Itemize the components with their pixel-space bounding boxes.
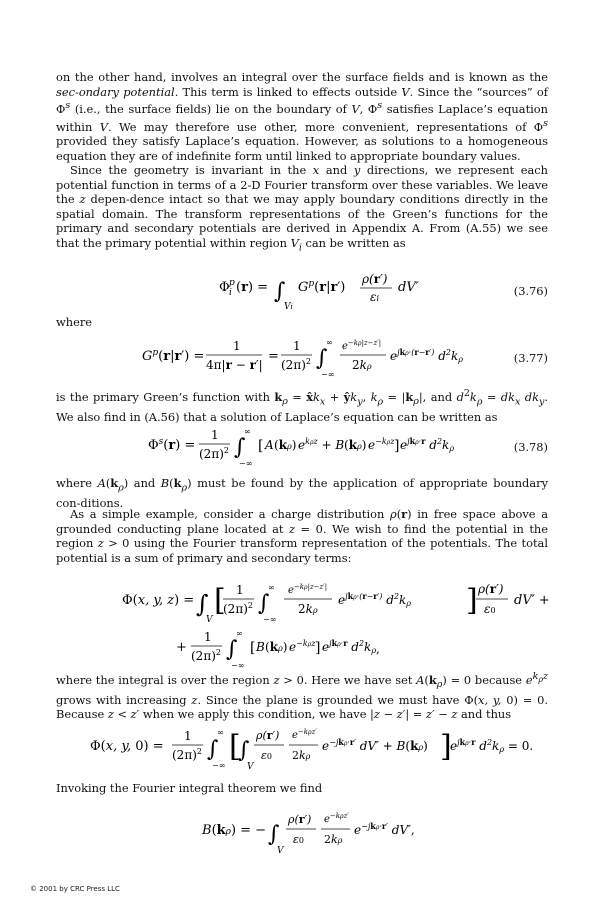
svg-text:∫: ∫: [238, 738, 250, 763]
equation-3-76: [56, 268, 548, 316]
svg-text:(2π)2: $(2\pi)^2$: [199, 446, 229, 461]
svg-text:e−jkρ·r′ dV′,: $e^{-jk\rho\cdot r'}$ dV′,: [354, 821, 415, 837]
svg-text:[: [: [229, 729, 241, 764]
svg-text:(kρ): (kρ): [344, 438, 367, 452]
svg-text:1: 1: [184, 729, 192, 743]
svg-text:Gp(r|r′) =: $G^p(r|r')$ =: [142, 348, 205, 364]
svg-text:4π|r − r′|: 4π|r − r′|: [206, 358, 263, 372]
svg-text:e−kρz′: $e^{-k\rho z'}$: [292, 728, 317, 741]
svg-text:ejkρ·r d2kρ,: $e^{jk\rho\cdot r}$ $d^2k\rho$,: [322, 638, 380, 656]
svg-text:ρ(r′): ρ(r′): [478, 582, 504, 596]
svg-text:−∞: −∞: [321, 370, 335, 379]
svg-text:1: 1: [211, 428, 219, 442]
paragraph-2: Since the geometry is invariant in the x and y directions, we represent each potential function in terms of a 2-D Fourier transform over these variables. We leave the z depen-dence intact so that we may apply boundary conditions directly in the spatial domain. The transform representations of the Green’s functions for the primary and secondary potentials are derived in Appendix A. From (A.55) we see that the primary potential within region $V_i$ can be written as: [56, 163, 548, 254]
svg-text:−∞: −∞: [239, 459, 253, 468]
svg-text:[: [: [258, 438, 264, 454]
svg-text:e−kρ|z−z′|: $e^{-k\rho|z-z'|}$: [342, 339, 382, 352]
copyright-footer: © 2001 by CRC Press LLC: [30, 885, 120, 893]
svg-text:ejkρ·r d2kρ: $e^{jk\rho\cdot r}$ $d^2k\rho$: [400, 436, 455, 453]
svg-text:dV′ +: dV′ +: [514, 593, 550, 608]
equation-3-76-graphic: [56, 268, 548, 316]
svg-text:ε0: ε0: [484, 602, 496, 616]
svg-text:−∞: −∞: [263, 615, 277, 624]
svg-text:(r) =: (r) =: [236, 280, 269, 295]
equation-3-78-graphic: [56, 424, 548, 474]
svg-text:∞: ∞: [268, 583, 275, 592]
svg-text:Φ(x, y, z) =: Φ(x, y, z) =: [122, 593, 195, 608]
svg-text:Φ(x, y, 0) =: Φ(x, y, 0) =: [90, 739, 164, 754]
svg-text:∫: ∫: [258, 591, 270, 616]
svg-text:2kρ: 2kρ: [352, 358, 372, 372]
equation-3-77: [56, 333, 548, 383]
svg-text:−∞: −∞: [212, 761, 226, 770]
equation-3-77-graphic: [56, 333, 548, 383]
svg-text:−∞: −∞: [231, 661, 245, 670]
equation-number: (3.78): [513, 440, 548, 454]
svg-text:[: [: [214, 583, 226, 618]
equation-number: (3.76): [513, 284, 548, 298]
svg-text:(2π)2: $(2\pi)^2$: [172, 747, 202, 762]
paragraph-1: on the other hand, involves an integral over the surface fields and is known as the sec-ondary potential. This term is linked to effects outside V. Since the “sources” of $\Phi^s$ (i.e., the surface fields) lie on the boundary of V, $\Phi^s$ satisfies Laplace’s equation within V. We may therefore use other, more convenient, representations of $\Phi^s$ provided they satisfy Laplace’s equation. However, as solutions to a homogeneous equation they are of indefinite form until linked to appropriate boundary values.: [56, 70, 548, 163]
paragraph-grounded-plane: where the integral is over the region z > 0. Here we have set $A(k_\rho) = 0$ because $e^{k_\rho z}$ grows with increasing z. Since the plane is grounded we must have Φ(x, y, 0) = 0. Because z < z′ when we apply this condition, we have |z − z′| = z′ − z and thus: [56, 671, 549, 722]
svg-text:(2π)2: $(2\pi)^2$: [281, 357, 311, 372]
svg-text:2kρ: 2kρ: [298, 602, 318, 616]
svg-text:∞: ∞: [326, 338, 333, 347]
equation-3-78: [56, 424, 548, 474]
paragraph-boundary: where $A(k_\rho)$ and $B(k_\rho)$ must be found by the application of appropriate boundary con-ditions.: [56, 476, 549, 510]
equation-b-solution: [56, 806, 548, 856]
svg-text:e−kρ|z−z′|: $e^{-k\rho|z-z'|}$: [288, 583, 328, 596]
svg-text:V: V: [277, 846, 284, 856]
svg-text:2kρ: 2kρ: [324, 833, 343, 846]
svg-text:]: ]: [440, 729, 452, 764]
svg-text:∫: ∫: [207, 737, 219, 762]
equation-number: (3.77): [513, 351, 548, 365]
paragraph-green-function: is the primary Green’s function with $k_\rho$ = $x̂k_x$ + $ŷk_y$, $k_\rho = |k_\rho|$, and $d^2k_\rho = dk_x$ $dk_y$. We also find in (A.56) that a solution of Laplace’s equation can be written as: [56, 388, 548, 424]
svg-text:ρ(r′): ρ(r′): [362, 272, 388, 286]
svg-text:e−kρz: $e^{-k\rho z}$: [368, 437, 395, 452]
svg-text:i: i: [229, 288, 232, 298]
svg-text:e−kρz: $e^{-k\rho z}$: [289, 639, 316, 654]
svg-text:]: ]: [466, 583, 478, 618]
equation-boundary-condition-graphic: [56, 722, 548, 774]
svg-text:ε0: ε0: [293, 833, 304, 846]
svg-text:ejkρ·(r−r′) d2kρ: $e^{jk\rho\cdot(r-r')}$ $d^2k\rho$: [338, 591, 411, 608]
svg-text:A: A: [265, 438, 274, 452]
svg-text:+: +: [176, 640, 187, 655]
equation-b-solution-graphic: [56, 806, 548, 856]
paragraph-example: As a simple example, consider a charge distribution ρ(r) in free space above a grounded conducting plane located at z = 0. We wish to find the potential in the region z > 0 using the Fourier transform representation of the potentials. The total potential is a sum of primary and secondary terms:: [56, 507, 549, 565]
svg-text:ekρz + B: $e^{k\rho z} + B$: [298, 437, 345, 452]
svg-text:ρ(r′): ρ(r′): [288, 813, 312, 826]
equation-total-potential: [56, 572, 548, 672]
svg-text:∫: ∫: [268, 822, 280, 847]
svg-text:ejkρ·(r−r′) d2kρ: $e^{jk\rho\cdot(r-r')}$ $d^2k\rho$: [390, 347, 463, 364]
svg-text:B: B: [256, 640, 265, 654]
svg-text:∫: ∫: [316, 346, 328, 371]
svg-text:V: V: [206, 615, 213, 625]
svg-text:]: ]: [394, 438, 400, 454]
svg-text:∫: ∫: [196, 590, 209, 618]
svg-text:B(kρ) = −: B(kρ) = −: [202, 823, 267, 838]
svg-text:∞: ∞: [217, 728, 224, 737]
svg-text:e−jkρ·r′ dV′ + B(kρ): $e^{-jk\rho\cdot r'}$ dV′ + B(kρ): [322, 737, 428, 753]
svg-text:εi: εi: [370, 290, 380, 304]
svg-text:Gp(r|r′): $G^p(r|r')$: [298, 279, 346, 295]
svg-text:(2π)2: $(2\pi)^2$: [191, 648, 221, 663]
equation-boundary-condition: [56, 722, 548, 774]
svg-text:1: 1: [236, 583, 244, 597]
svg-text:∫: ∫: [274, 279, 286, 304]
svg-text:1: 1: [204, 630, 212, 644]
svg-text:=: =: [268, 349, 279, 364]
svg-text:Φ: Φ: [219, 280, 230, 295]
svg-text:(2π)2: $(2\pi)^2$: [223, 601, 253, 616]
svg-text:1: 1: [233, 339, 241, 353]
svg-text:]: ]: [315, 640, 321, 656]
svg-text:Φs(r) =: $\Phi^s(r)$ =: [148, 437, 196, 453]
svg-text:∞: ∞: [236, 629, 243, 638]
svg-text:(kρ): (kρ): [274, 438, 297, 452]
paragraph-fourier-theorem: Invoking the Fourier integral theorem we find: [56, 781, 323, 795]
svg-text:ε0: ε0: [261, 749, 272, 762]
svg-text:V: V: [247, 762, 254, 772]
svg-text:ρ(r′): ρ(r′): [256, 729, 280, 742]
paragraph-where-1: where: [56, 315, 93, 329]
svg-text:∫: ∫: [226, 637, 238, 662]
svg-text:p: p: [229, 278, 235, 288]
svg-text:e−kρz′: $e^{-k\rho z'}$: [324, 812, 349, 825]
svg-text:[: [: [250, 640, 256, 656]
svg-text:(kρ): (kρ): [265, 640, 288, 654]
svg-text:Vi: Vi: [284, 302, 293, 312]
svg-text:dV′: dV′: [398, 280, 419, 295]
svg-text:∫: ∫: [234, 435, 246, 460]
svg-text:1: 1: [293, 339, 301, 353]
svg-text:ejkρ·r d2kρ = 0.: $e^{jk\rho\cdot r}$ $d^2k\rho = 0$.: [450, 737, 534, 754]
svg-text:∞: ∞: [244, 427, 251, 436]
equation-total-potential-graphic: [56, 572, 548, 672]
svg-text:2kρ: 2kρ: [292, 749, 311, 762]
